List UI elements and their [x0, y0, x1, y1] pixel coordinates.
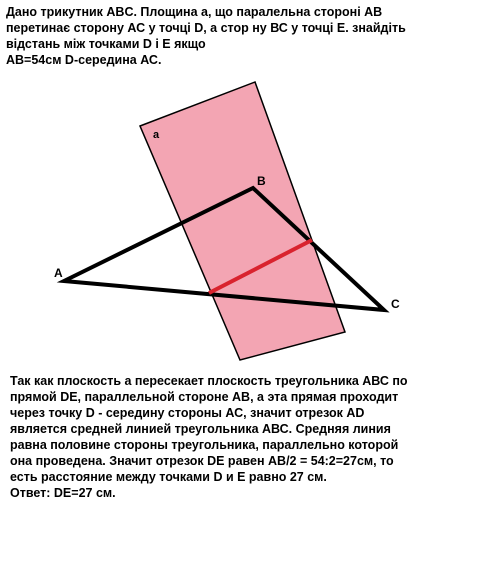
solution-line-4: является средней линией треугольника АВС. Средняя линия: [10, 422, 391, 436]
solution-line-1: Так как плоскость а пересекает плоскость треугольника АВС по: [10, 374, 408, 388]
vertex-b-label: B: [257, 174, 266, 188]
solution-line-2: прямой DE, параллельной стороне АВ, а эта прямая проходит: [10, 390, 399, 404]
solution-answer: Ответ: DE=27 см.: [10, 486, 116, 500]
plane-label: a: [153, 129, 160, 141]
problem-line-2: перетинає сторону АС у точці D, а стор ну ВС у точці Е. знайдіть: [6, 21, 406, 35]
vertex-a-label: A: [54, 266, 63, 280]
solution-text: [10, 373, 480, 501]
problem-line-3: відстань між точками D i E якщо: [6, 37, 206, 51]
solution-line-3: через точку D - середину стороны АС, значит отрезок AD: [10, 406, 365, 420]
problem-line-1: Дано трикутник ABC. Площина a, що паралельна стороні АВ: [6, 5, 383, 19]
vertex-c-label: C: [391, 297, 400, 311]
plane-a: [140, 82, 345, 360]
solution-line-7: есть расстояние между точками D и E равно 27 см.: [10, 470, 327, 484]
solution-line-6: она проведена. Значит отрезок DE равен АВ/2 = 54:2=27см, то: [10, 454, 394, 468]
problem-line-4: АВ=54см D-середина АС.: [6, 53, 162, 67]
solution-line-5: равна половине стороны треугольника, параллельно которой: [10, 438, 399, 452]
